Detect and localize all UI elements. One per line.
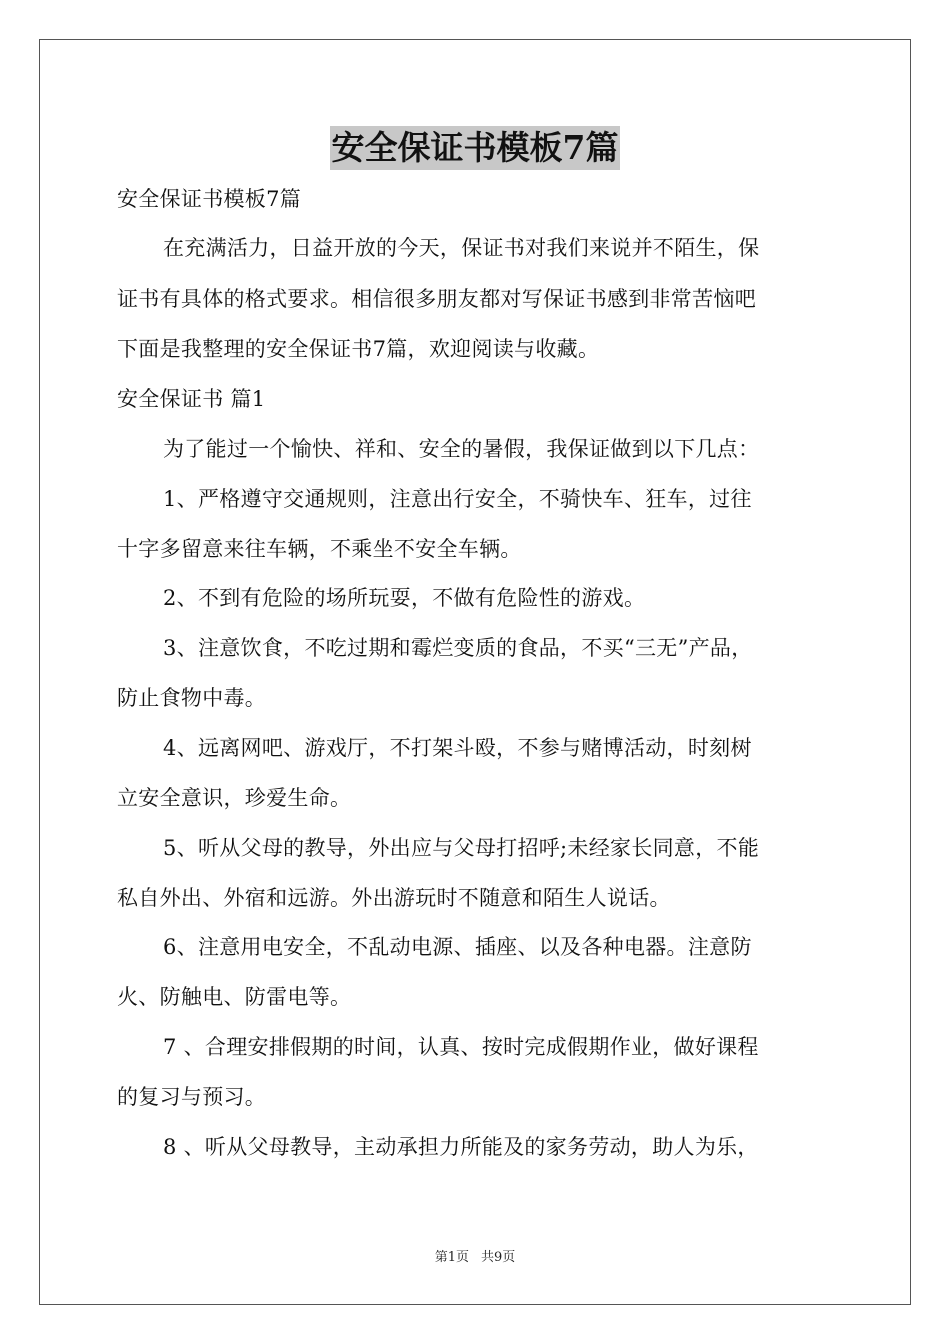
body-line: 立安全意识，珍爱生命。 bbox=[117, 786, 352, 810]
body-line: 4、远离网吧、游戏厅，不打架斗殴，不参与赌博活动，时刻树 bbox=[163, 736, 752, 760]
body-line: 7 、合理安排假期的时间，认真、按时完成假期作业，做好课程 bbox=[163, 1035, 759, 1059]
intro-line-1: 在充满活力，日益开放的今天，保证书对我们来说并不陌生，保 bbox=[163, 236, 760, 260]
page-number: 第1页 bbox=[434, 1250, 469, 1265]
page-total: 共9页 bbox=[481, 1250, 516, 1265]
body-line: 3、注意饮食，不吃过期和霉烂变质的食品，不买“三无”产品， bbox=[163, 636, 753, 660]
section-heading: 安全保证书 篇1 bbox=[117, 387, 266, 411]
body-line: 为了能过一个愉快、祥和、安全的暑假，我保证做到以下几点： bbox=[163, 437, 760, 461]
body-line: 私自外出、外宿和远游。外出游玩时不随意和陌生人说话。 bbox=[117, 886, 671, 910]
body-line: 十字多留意来往车辆，不乘坐不安全车辆。 bbox=[117, 537, 522, 561]
body-line: 6、注意用电安全，不乱动电源、插座、以及各种电器。注意防 bbox=[163, 935, 752, 959]
body-line: 8 、听从父母教导，主动承担力所能及的家务劳动，助人为乐， bbox=[163, 1135, 759, 1159]
title-container bbox=[0, 126, 950, 170]
body-line: 火、防触电、防雷电等。 bbox=[117, 985, 352, 1009]
page-border bbox=[39, 39, 911, 1305]
body-line: 2、不到有危险的场所玩耍，不做有危险性的游戏。 bbox=[163, 586, 646, 610]
intro-line-3: 下面是我整理的安全保证书7篇，欢迎阅读与收藏。 bbox=[117, 337, 600, 361]
page-footer bbox=[0, 1249, 950, 1267]
subtitle-line: 安全保证书模板7篇 bbox=[117, 187, 302, 211]
body-line: 1、严格遵守交通规则，注意出行安全，不骑快车、狂车，过往 bbox=[163, 487, 752, 511]
intro-line-2: 证书有具体的格式要求。相信很多朋友都对写保证书感到非常苦恼吧 bbox=[117, 287, 756, 311]
body-line: 5、听从父母的教导，外出应与父母打招呼;未经家长同意，不能 bbox=[163, 836, 760, 860]
body-line: 防止食物中毒。 bbox=[117, 686, 267, 710]
body-line: 的复习与预习。 bbox=[117, 1085, 267, 1109]
document-title: 安全保证书模板7篇 bbox=[330, 126, 621, 170]
